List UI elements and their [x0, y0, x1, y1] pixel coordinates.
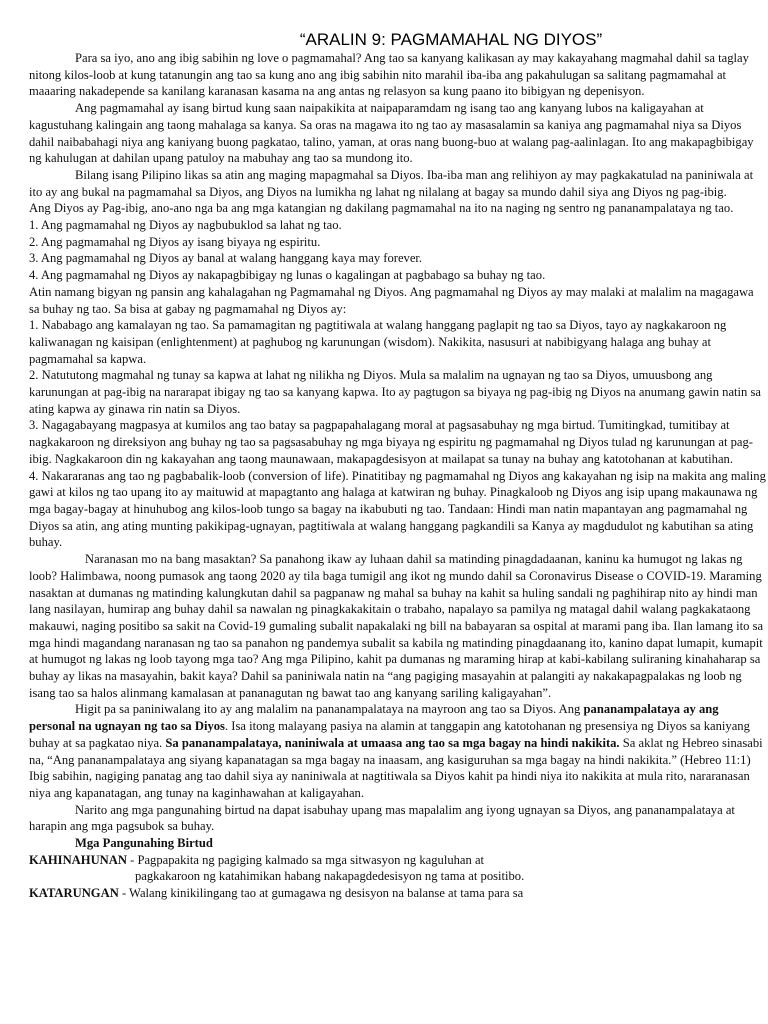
list-item: 2. Natututong magmahal ng tunay sa kapwa at lahat ng nilikha ng Diyos. Mula sa malalim na ugnayan ng tao sa Diyos, umuusbong ang karunungan at pag-ibig na nararapat ibigay ng tao sa kanyang kapwa. Ito ay pagtugon sa biyaya ng pag-ibig ng Diyos na anumang gawin natin sa ating kapwa ay ginawa rin natin sa Diyos.	[29, 368, 761, 416]
list-item: 1. Ang pagmamahal ng Diyos ay nagbubuklod sa lahat ng tao.	[29, 218, 342, 233]
faith-text: Sa aklat ng Hebreo sinasabi na, “Ang pananampalataya ang siyang kapanatagan sa mga bagay na inaasam, ang kasiguruhan sa mga bagay na hindi nakikita.” (Hebreo 11:1) Ibig sabihin, nagiging panatag ang tao dahil siya ay naniniwala at nagtitiwala sa Diyos kahit pa hindi niya ito nakikita at mula rito, nararanasan niya ang kapanatagan, ang tunay na kaginhawahan at kaligayahan.	[29, 735, 763, 800]
definition-paragraph: Ang pagmamahal ay isang birtud kung saan naipakikita at naipaparamdam ng isang tao ang kanyang lubos na kaligayahan at kagustuhang kalingain ang taong mahalaga sa kanya. Sa oras na magawa ito ng tao ay masasalamin sa kaniya ang pagmamahal niya sa Diyos dahil naibabahagi niya ang kaniyang buong pagkatao, talino, yaman, at oras nang buong-buo at walang pag-aalinlagan. Ito ang makapagbibigay ng kahulugan at dahilan upang patuloy na mabuhay ang tao sa mundong ito.	[29, 101, 754, 166]
virtue-definition: - Walang kinikilingang tao at gumagawa ng desisyon na balanse at tama para sa	[118, 886, 524, 901]
faith-text: . Isa itong malayang pasiya na alamin at tanggapin ang katotohanan ng presensiya ng Diyos sa kaniyang buhay at sa pagkatao niya.	[29, 719, 750, 750]
list-item: 3. Ang pagmamahal ng Diyos ay banal at walang hanggang kaya may forever.	[29, 251, 423, 266]
virtue-term: KATARUNGAN	[29, 886, 119, 901]
importance-paragraph: Atin namang bigyan ng pansin ang kahalagahan ng Pagmamahal ng Diyos. Ang pagmamahal ng Diyos ay may malaki at malalim na magagawa sa buhay ng tao. Sa bisa at gabay ng pagmamahal ng Diyos ay:	[29, 284, 754, 316]
list-item: 2. Ang pagmamahal ng Diyos ay isang biyaya ng espiritu.	[29, 234, 321, 249]
list-item: 4. Ang pagmamahal ng Diyos ay nakapagbibigay ng lunas o kagalingan at pagbabago sa buhay ng tao.	[29, 268, 546, 283]
faith-definition-bold: pananampalataya ay ang personal na ugnayan ng tao sa Diyos	[29, 702, 719, 734]
question-paragraph: Ang Diyos ay Pag-ibig, ano-ano nga ba ang mga katangian ng dakilang pagmamahal na ito na naging ng sentro ng pananampalataya ng tao.	[29, 201, 734, 216]
virtues-intro-paragraph: Narito ang mga pangunahing birtud na dapat isabuhay upang mas mapalalim ang iyong ugnayan sa Diyos, ang pananampalataya at harapin ang mga pagsubok sa buhay.	[29, 802, 735, 834]
virtue-entry	[29, 852, 767, 869]
list-item: 4. Nakararanas ang tao ng pagbabalik-loob (conversion of life). Pinatitibay ng pagmamahal ng Diyos ang kakayahan ng isip na makita ang maling gawi at kilos ng tao upang ito ay maituwid at mapagtanto ang halaga at katwiran ng buhay. Pinagkaloob ng Diyos ang isip upang makaunawa ng mga bagay-bagay at hinuhubog ang kilos-loob tungo sa bagay na ikabubuti ng tao. Tandaan: Hindi man natin mapantayan ang pagmamahal ng Diyos sa atin, ang ating munting pakikipag-ugnayan, pagtitiwala at walang hanggang pagkandili sa Kanya ay magdudulot ng kabutihan sa ating buhay.	[29, 468, 766, 550]
virtue-definition: - Pagpapakita ng pagiging kalmado sa mga sitwasyon ng kaguluhan at	[126, 852, 485, 867]
virtues-subheading: Mga Pangunahing Birtud	[75, 836, 213, 851]
filipino-paragraph: Bilang isang Pilipino likas sa atin ang maging mapagmahal sa Diyos. Iba-iba man ang relihiyon ay may pagkakatulad na paniniwala at ito ay ang bukal na pagmamahal sa Diyos, ang Diyos na lumikha ng lahat ng nilalang at bagay sa mundo dahil siya ang Diyos ng pag-ibig.	[29, 167, 754, 199]
list-item: 3. Nagagabayang magpasya at kumilos ang tao batay sa pagpapahalagang moral at pagsasabuhay ng mga birtud. Tumitingkad, tumitibay at nagkakaroon ng direksiyon ang buhay ng tao sa pagsasabuhay ng mga biyaya ng espiritu ng pagmamahal ng Diyos tulad ng karunungan at pag-ibig. Nagkakaroon din ng kakayahan ang taong maunawaan, makapagdesisyon at mailapat sa tunay na buhay ang katotohanan at kabutihan.	[29, 418, 753, 466]
page-title: “ARALIN 9: PAGMAMAHAL NG DIYOS”	[299, 30, 603, 49]
list-item: 1. Nababago ang kamalayan ng tao. Sa pamamagitan ng pagtitiwala at walang hanggang paglapit ng tao sa Diyos, tayo ay nagkakaroon ng kaliwanagan ng kaisipan (enlightenment) at paghubog ng karunungan (wisdom). Nakikita, nasusuri at nabibigyang halaga ang buhay at pagmamahal sa kapwa.	[29, 318, 727, 366]
faith-belief-bold: Sa pananampalataya, naniniwala at umaasa ang tao sa mga bagay na hindi nakikita.	[165, 735, 620, 750]
faith-paragraph	[29, 701, 767, 801]
virtue-term: KAHINAHUNAN	[29, 852, 127, 867]
virtue-definition-continued: pagkakaroon ng katahimikan habang nakapagdedesisyon ng tama at positibo.	[135, 869, 525, 884]
intro-paragraph: Para sa iyo, ano ang ibig sabihin ng love o pagmamahal? Ang tao sa kanyang kalikasan ay may kakayahang magmahal dahil sa taglay nitong kilos-loob at kung tatanungin ang tao sa kung ano ang ibig sabihin nito marahil iba-iba ang pakahulugan sa salitang pagmamahal at maaaring nakadepende sa kanilang karanasan kasama na ang antas ng relasyon sa kung paano ito bibigyan ng depenisyon.	[29, 51, 749, 99]
document-page	[29, 30, 767, 902]
faith-text: Higit pa sa paniniwalang ito ay ang malalim na pananampalataya na mayroon ang tao sa Diyos. Ang	[75, 702, 584, 717]
virtue-entry	[29, 885, 767, 902]
pandemic-paragraph: Naranasan mo na bang masaktan? Sa panahong ikaw ay luhaan dahil sa matinding pinagdadaanan, kaninu ka humugot ng lakas ng loob? Halimbawa, noong pumasok ang taong 2020 ay tila baga tumigil ang ikot ng mundo dahil sa Coronavirus Disease o COVID-19. Maraming nasaktan at dumanas ng matinding kalungkutan dahil sa pagpanaw ng mahal sa buhay na kahit sa huling sandali ng paghihirap nito ay hindi man lang nasilayan, humirap ang buhay dahil sa nawalan ng pinagkakakitain o trabaho, napalayo sa pamilya ng matagal dahil walang pagkakataong makauwi, naging positibo sa sakit na Covid-19 gumaling subalit napakalaki ng bill na babayaran sa ospital at marami pang iba. Ilan lamang ito sa mga hindi magandang naranasan ng tao sa panahon ng pandemya subalit sa kabila ng matinding pinagdaanang ito, kanino dapat lumapit, kumapit at humugot ng lakas ng loob tayong mga tao? Ang mga Pilipino, kahit pa dumanas ng maraming hirap at kabi-kabilang suliraning kinahaharap sa buhay ay likas na masayahin, bakit kaya? Dahil sa paniniwala natin na “ang pagiging masayahin at palangiti ay nakakapagpalakas ng loob ng isang tao sa halos alinmang kamalasan at pananagutan ng bawat tao ang kanyang sariling kaligayahan”.	[29, 552, 764, 700]
